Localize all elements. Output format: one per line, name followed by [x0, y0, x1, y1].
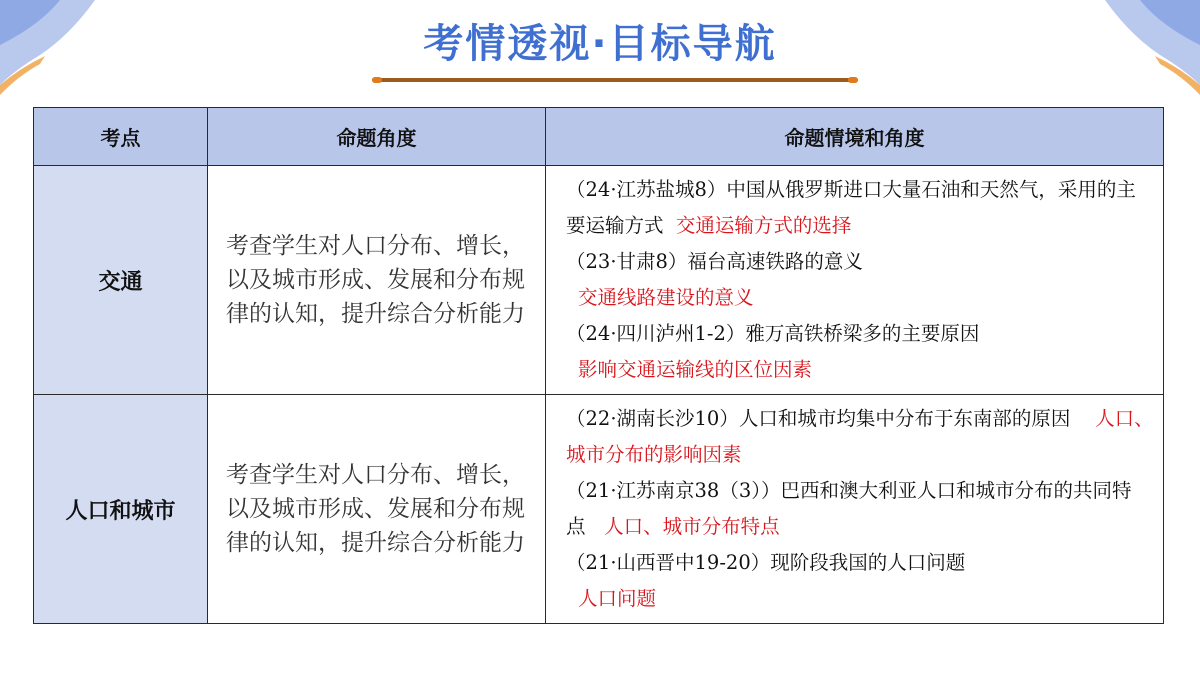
table-header-row — [34, 108, 1164, 166]
context-item — [566, 316, 1155, 388]
context-source: （24·江苏盐城8） — [566, 178, 727, 201]
title-underline — [372, 78, 858, 82]
table-row — [34, 395, 1164, 624]
angle-cell: 考查学生对人口分布、增长，以及城市形成、发展和分布规律的认知，提升综合分析能力 — [208, 166, 546, 395]
header-angle: 命题角度 — [208, 108, 546, 166]
keypoint-cell: 人口和城市 — [34, 395, 208, 624]
context-focus: 交通运输方式的选择 — [675, 214, 852, 237]
context-question: 福台高速铁路的意义 — [687, 250, 863, 273]
context-question: 人口和城市均集中分布于东南部的原因 — [738, 407, 1071, 430]
context-cell — [546, 166, 1164, 395]
context-source: （21·山西晋中19-20） — [566, 551, 771, 574]
context-question: 现阶段我国的人口问题 — [770, 551, 966, 574]
context-focus: 影响交通运输线的区位因素 — [578, 358, 813, 381]
angle-cell: 考查学生对人口分布、增长，以及城市形成、发展和分布规律的认知，提升综合分析能力 — [208, 395, 546, 624]
context-source: （22·湖南长沙10） — [566, 407, 739, 430]
context-source: （23·甘肃8） — [566, 250, 688, 273]
context-item — [566, 244, 1155, 316]
context-item — [566, 545, 1155, 617]
context-source: （21·江苏南京38（3）） — [566, 479, 781, 502]
context-focus: 人口问题 — [578, 587, 657, 610]
context-cell — [546, 395, 1164, 624]
context-item — [566, 473, 1155, 545]
context-focus: 交通线路建设的意义 — [578, 286, 754, 309]
context-focus: 人口、城市分布的影响因素 — [566, 407, 1154, 466]
context-source: （24·四川泸州1-2） — [566, 322, 746, 345]
context-item — [566, 172, 1155, 244]
context-question: 雅万高铁桥梁多的主要原因 — [745, 322, 980, 345]
context-item — [566, 401, 1155, 473]
header-context: 命题情境和角度 — [546, 108, 1164, 166]
header-keypoint: 考点 — [34, 108, 208, 166]
page-title: 考情透视·目标导航 — [423, 21, 777, 67]
exam-analysis-table — [33, 107, 1164, 624]
keypoint-cell: 交通 — [34, 166, 208, 395]
context-question: 中国从俄罗斯进口大量石油和天然气，采用的主要运输方式 — [566, 178, 1136, 237]
context-question: 巴西和澳大利亚人口和城市分布的共同特点 — [566, 479, 1132, 538]
context-focus: 人口、城市分布特点 — [604, 515, 780, 538]
table-row — [34, 166, 1164, 395]
